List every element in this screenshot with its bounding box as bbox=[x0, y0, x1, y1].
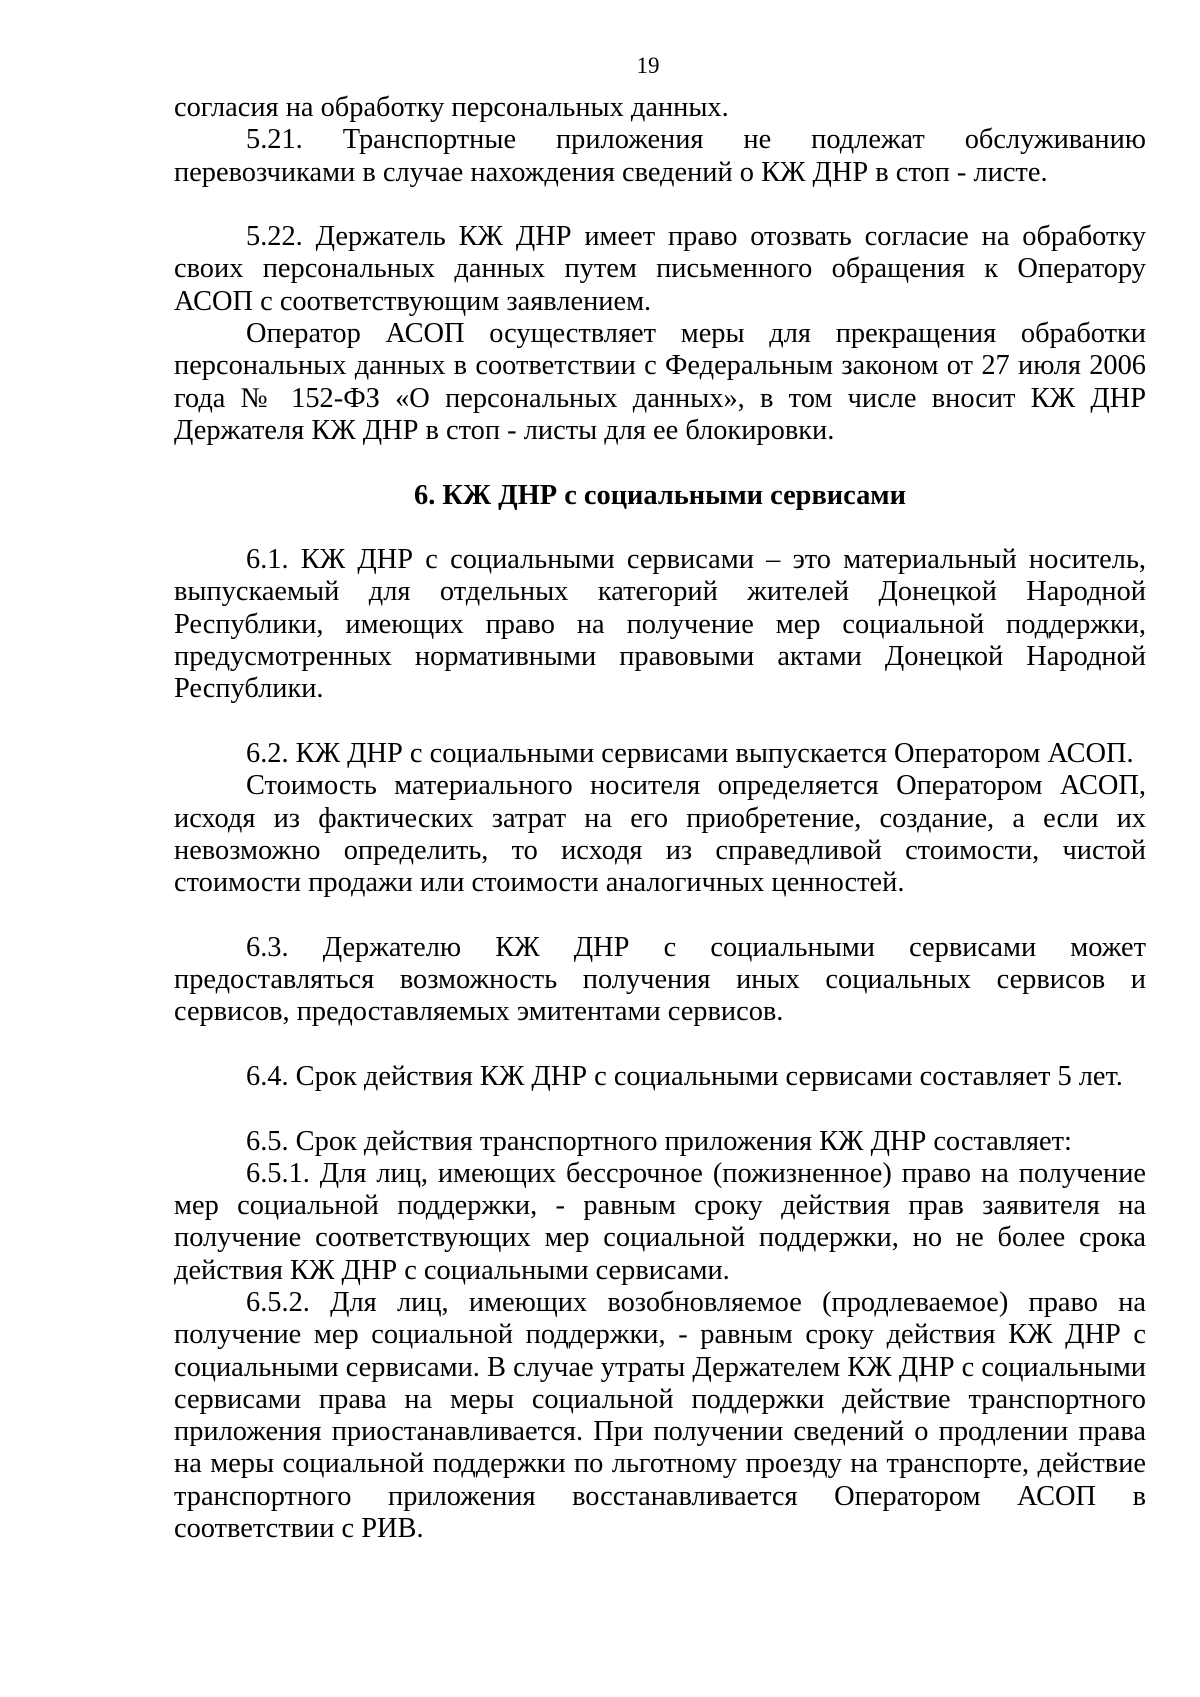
document-page bbox=[174, 40, 1146, 1545]
paragraph-6-1: 6.1. КЖ ДНР с социальными сервисами – это материальный носитель, выпускаемый для отдельных категорий жителей Донецкой Народной Республики, имеющих право на получение мер социальной поддержки, предусмотренных нормативными правовыми актами Донецкой Народной Республики. bbox=[174, 544, 1146, 705]
paragraph-6-5-2: 6.5.2. Для лиц, имеющих возобновляемое (продлеваемое) право на получение мер социальной поддержки, - равным сроку действия КЖ ДНР с социальными сервисами. В случае утраты Держателем КЖ ДНР с социальными сервисами права на меры социальной поддержки действие транспортного приложения приостанавливается. При получении сведений о продлении права на меры социальной поддержки по льготному проезду на транспорте, действие транспортного приложения восстанавливается Оператором АСОП в соответствии с РИВ. bbox=[174, 1286, 1146, 1545]
section-title: 6. КЖ ДНР с социальными сервисами bbox=[414, 479, 906, 511]
paragraph-6-2: 6.2. КЖ ДНР с социальными сервисами выпускается Оператором АСОП. bbox=[246, 737, 1134, 769]
paragraph-operator-asop: Оператор АСОП осуществляет меры для прекращения обработки персональных данных в соответствии с Федеральным законом от 27 июля 2006 года № 152-ФЗ «О персональных данных», в том числе вносит КЖ ДНР Держателя КЖ ДНР в стоп - листы для ее блокировки. bbox=[174, 318, 1146, 446]
paragraph-6-5: 6.5. Срок действия транспортного приложения КЖ ДНР составляет: bbox=[246, 1125, 1072, 1157]
paragraph-6-4: 6.4. Срок действия КЖ ДНР с социальными сервисами составляет 5 лет. bbox=[246, 1060, 1123, 1092]
paragraph-continuation: согласия на обработку персональных данных. bbox=[174, 92, 729, 123]
paragraph-5-22: 5.22. Держатель КЖ ДНР имеет право отозвать согласие на обработку своих персональных данных путем письменного обращения к Оператору АСОП с соответствующим заявлением. bbox=[174, 221, 1146, 317]
paragraph-cost: Стоимость материального носителя определяется Оператором АСОП, исходя из фактических затрат на его приобретение, создание, а если их невозможно определить, то исходя из справедливой стоимости, чистой стоимости продажи или стоимости аналогичных ценностей. bbox=[174, 770, 1146, 899]
paragraph-6-5-1: 6.5.1. Для лиц, имеющих бессрочное (пожизненное) право на получение мер социальной поддержки, - равным сроку действия прав заявителя на получение соответствующих мер социальной поддержки, но не более срока действия КЖ ДНР с социальными сервисами. bbox=[174, 1157, 1146, 1286]
paragraph-6-3: 6.3. Держателю КЖ ДНР с социальными сервисами может предоставляться возможность получения иных социальных сервисов и сервисов, предоставляемых эмитентами сервисов. bbox=[174, 931, 1146, 1028]
paragraph-5-21: 5.21. Транспортные приложения не подлежат обслуживанию перевозчиками в случае нахождения сведений о КЖ ДНР в стоп - листе. bbox=[174, 124, 1146, 188]
page-number: 19 bbox=[636, 53, 660, 78]
